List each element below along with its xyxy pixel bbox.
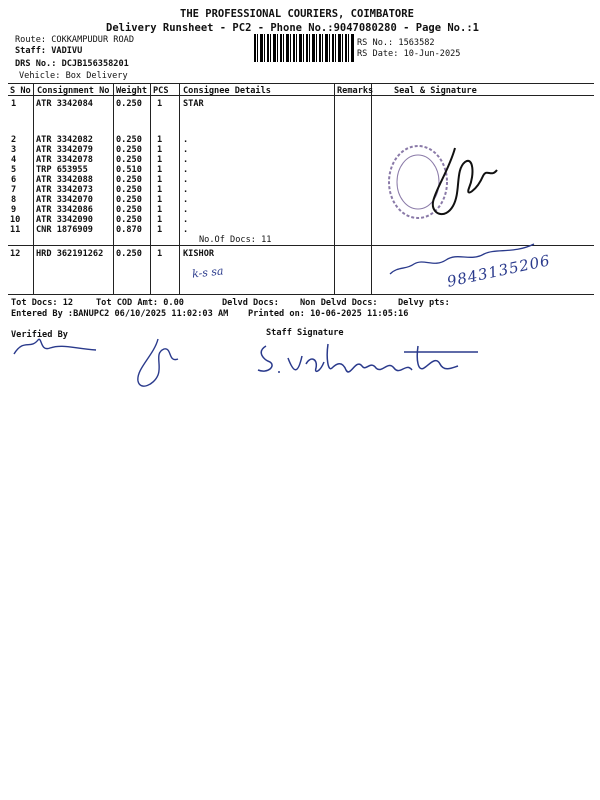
row-sno: 12 — [10, 249, 21, 259]
col-divider-1 — [33, 83, 34, 294]
row-weight: 0.250 — [116, 195, 142, 205]
row-consignment-no: ATR 3342090 — [36, 215, 93, 225]
row-consignee: . — [183, 195, 189, 205]
row-consignee: . — [183, 215, 189, 225]
row-pcs: 1 — [157, 249, 163, 259]
row-consignment-no: ATR 3342079 — [36, 145, 93, 155]
rs-date: RS Date: 10-Jun-2025 — [357, 49, 461, 59]
row-sno: 8 — [11, 195, 17, 205]
row-sno: 5 — [11, 165, 17, 175]
row-consignee: . — [183, 175, 189, 185]
row-weight: 0.870 — [116, 225, 142, 235]
staff-label: Staff: VADIVU — [15, 46, 83, 56]
runsheet-subtitle: Delivery Runsheet - PC2 - Phone No.:9047080280 - Page No.:1 — [106, 22, 479, 34]
row-pcs: 1 — [157, 135, 163, 145]
row-pcs: 1 — [157, 99, 163, 109]
row-consignee: STAR — [183, 99, 204, 109]
delivered-docs: Delvd Docs: — [222, 298, 279, 308]
row-weight: 0.250 — [116, 205, 142, 215]
col-divider-5 — [334, 83, 335, 294]
col-header-remarks: Remarks — [337, 86, 374, 96]
row-consignment-no: ATR 3342086 — [36, 205, 93, 215]
row-consignment-no: ATR 3342088 — [36, 175, 93, 185]
row-consignee: . — [183, 165, 189, 175]
non-delivered-docs: Non Delvd Docs: — [300, 298, 378, 308]
row-pcs: 1 — [157, 215, 163, 225]
col-header-weight: Weight — [116, 86, 148, 96]
row-consignment-no: ATR 3342082 — [36, 135, 93, 145]
printed-on: Printed on: 10-06-2025 11:05:16 — [248, 309, 409, 319]
handwritten-phone: 9843135206 — [445, 251, 553, 291]
row-sno: 1 — [11, 99, 17, 109]
barcode — [254, 34, 354, 62]
row-weight: 0.250 — [116, 145, 142, 155]
col-divider-2 — [113, 83, 114, 294]
row-sno: 4 — [11, 155, 17, 165]
handwritten-note-scribble — [384, 240, 554, 280]
row-pcs: 1 — [157, 175, 163, 185]
col-header-consignee: Consignee Details — [183, 86, 271, 96]
row-pcs: 1 — [157, 185, 163, 195]
row-pcs: 1 — [157, 155, 163, 165]
company-title: THE PROFESSIONAL COURIERS, COIMBATORE — [180, 8, 414, 20]
row-sno: 9 — [11, 205, 17, 215]
col-header-sno: S No — [10, 86, 31, 96]
row-weight: 0.510 — [116, 165, 142, 175]
col-divider-3 — [150, 83, 151, 294]
route-label: Route: COKKAMPUDUR ROAD — [15, 35, 134, 45]
row-consignee: . — [183, 135, 189, 145]
no-of-docs: No.Of Docs: 11 — [199, 235, 272, 245]
row-sno: 2 — [11, 135, 17, 145]
row-weight: 0.250 — [116, 99, 142, 109]
row-consignment-no: TRP 653955 — [36, 165, 88, 175]
row-consignee: . — [183, 205, 189, 215]
vehicle-label: Vehicle: Box Delivery — [19, 71, 128, 81]
col-header-consignment: Consignment No — [37, 86, 110, 96]
row-consignee: . — [183, 185, 189, 195]
row-pcs: 1 — [157, 145, 163, 155]
row-consignee: . — [183, 145, 189, 155]
row-consignee: . — [183, 155, 189, 165]
row-consignment-no: ATR 3342073 — [36, 185, 93, 195]
row-consignment-no: ATR 3342084 — [36, 99, 93, 109]
row-sno: 3 — [11, 145, 17, 155]
row-sno: 10 — [10, 215, 21, 225]
table-top-rule — [8, 83, 594, 84]
table-bottom-rule — [8, 294, 594, 295]
row-pcs: 1 — [157, 205, 163, 215]
staff-signature-label: Staff Signature — [266, 328, 344, 338]
entered-by: Entered By :BANUPC2 06/10/2025 11:02:03 AM — [11, 309, 229, 319]
row-pcs: 1 — [157, 195, 163, 205]
row-weight: 0.250 — [116, 175, 142, 185]
staff-signature — [254, 338, 484, 380]
drs-no: DRS No.: DCJB156358201 — [15, 59, 129, 69]
rs-no: RS No.: 1563582 — [357, 38, 435, 48]
row-consignee: . — [183, 225, 189, 235]
row-weight: 0.250 — [116, 155, 142, 165]
row-consignment-no: ATR 3342070 — [36, 195, 93, 205]
row-consignment-no: ATR 3342078 — [36, 155, 93, 165]
row-consignee: KISHOR — [183, 249, 215, 259]
delivery-points: Delvy pts: — [398, 298, 450, 308]
row-weight: 0.250 — [116, 185, 142, 195]
col-divider-6 — [371, 83, 372, 294]
total-docs: Tot Docs: 12 — [11, 298, 74, 308]
row-sno: 11 — [10, 225, 21, 235]
col-header-pcs: PCS — [153, 86, 169, 96]
row-consignment-no: CNR 1876909 — [36, 225, 93, 235]
row-weight: 0.250 — [116, 215, 142, 225]
row-pcs: 1 — [157, 225, 163, 235]
handwritten-remark: k-s sa — [191, 264, 225, 281]
row-weight: 0.250 — [116, 249, 142, 259]
col-header-seal: Seal & Signature — [394, 86, 477, 96]
row-sno: 7 — [11, 185, 17, 195]
verified-by-signature — [10, 330, 100, 360]
row-weight: 0.250 — [116, 135, 142, 145]
col-divider-4 — [179, 83, 180, 294]
delivery-signature — [425, 140, 505, 235]
row-sno: 6 — [11, 175, 17, 185]
row-pcs: 1 — [157, 165, 163, 175]
row-consignment-no: HRD 362191262 — [36, 249, 104, 259]
verified-by-label: Verified By — [11, 330, 68, 340]
supervisor-signature — [128, 335, 188, 393]
total-cod-amount: Tot COD Amt: 0.00 — [96, 298, 184, 308]
